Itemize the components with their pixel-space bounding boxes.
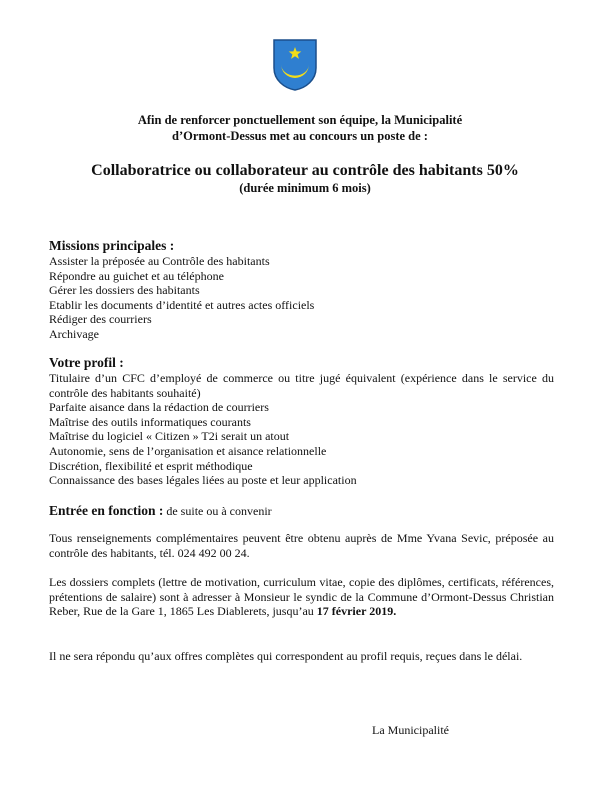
start-date-label: Entrée en fonction : — [49, 503, 164, 518]
intro-line-2: d’Ormont-Dessus met au concours un poste de : — [172, 129, 428, 143]
list-item: Etablir les documents d’identité et autres actes officiels — [49, 297, 315, 312]
list-item: Titulaire d’un CFC d’employé de commerce ou titre jugé équivalent (expérience dans le service du contrôle des habitants souhaité) — [49, 371, 554, 400]
list-item: Assister la préposée au Contrôle des habitants — [49, 254, 270, 268]
signature: La Municipalité — [372, 723, 449, 737]
list-item: Répondre au guichet et au téléphone — [49, 268, 224, 283]
list-item: Maîtrise du logiciel « Citizen » T2i serait un atout — [49, 429, 290, 444]
profile-list — [49, 371, 554, 488]
application-text: Les dossiers complets (lettre de motivation, curriculum vitae, copie des diplômes, certificats, références, prétentions de salaire) sont à adresser à Monsieur le syndic de la Commune d’Ormont-Dessus Christian Reber, Rue de la Gare 1, 1865 Les Diablerets, jusqu’au — [49, 575, 554, 619]
job-duration: (durée minimum 6 mois) — [239, 181, 371, 195]
start-date-value: de suite ou à convenir — [163, 504, 272, 518]
list-item: Discrétion, flexibilité et esprit méthodique — [49, 458, 253, 473]
response-notice-paragraph: Il ne sera répondu qu’aux offres complètes qui correspondent au profil requis, reçues dans le délai. — [49, 649, 523, 663]
list-item: Archivage — [49, 326, 99, 341]
job-title: Collaboratrice ou collaborateur au contrôle des habitants 50% — [91, 162, 519, 179]
profile-heading: Votre profil : — [49, 355, 124, 370]
list-item: Autonomie, sens de l’organisation et aisance relationnelle — [49, 443, 327, 458]
missions-heading: Missions principales : — [49, 238, 175, 253]
contact-info-paragraph: Tous renseignements complémentaires peuvent être obtenu auprès de Mme Yvana Sevic, préposée au contrôle des habitants, tél. 024 492 00 24. — [49, 531, 554, 560]
missions-section — [49, 238, 554, 342]
profile-section — [49, 355, 554, 488]
intro-text — [60, 112, 540, 144]
list-item: Connaissance des bases légales liées au poste et leur application — [49, 473, 357, 488]
start-date-line — [49, 503, 554, 519]
list-item: Gérer les dossiers des habitants — [49, 283, 200, 298]
application-deadline: 17 février 2019. — [316, 604, 397, 619]
list-item: Rédiger des courriers — [49, 312, 152, 327]
missions-list — [49, 254, 554, 342]
list-item: Maîtrise des outils informatiques courants — [49, 414, 251, 429]
list-item: Parfaite aisance dans la rédaction de courriers — [49, 400, 269, 415]
application-paragraph — [49, 575, 554, 619]
intro-line-1: Afin de renforcer ponctuellement son équipe, la Municipalité — [137, 113, 463, 127]
coat-of-arms-icon — [272, 38, 318, 92]
